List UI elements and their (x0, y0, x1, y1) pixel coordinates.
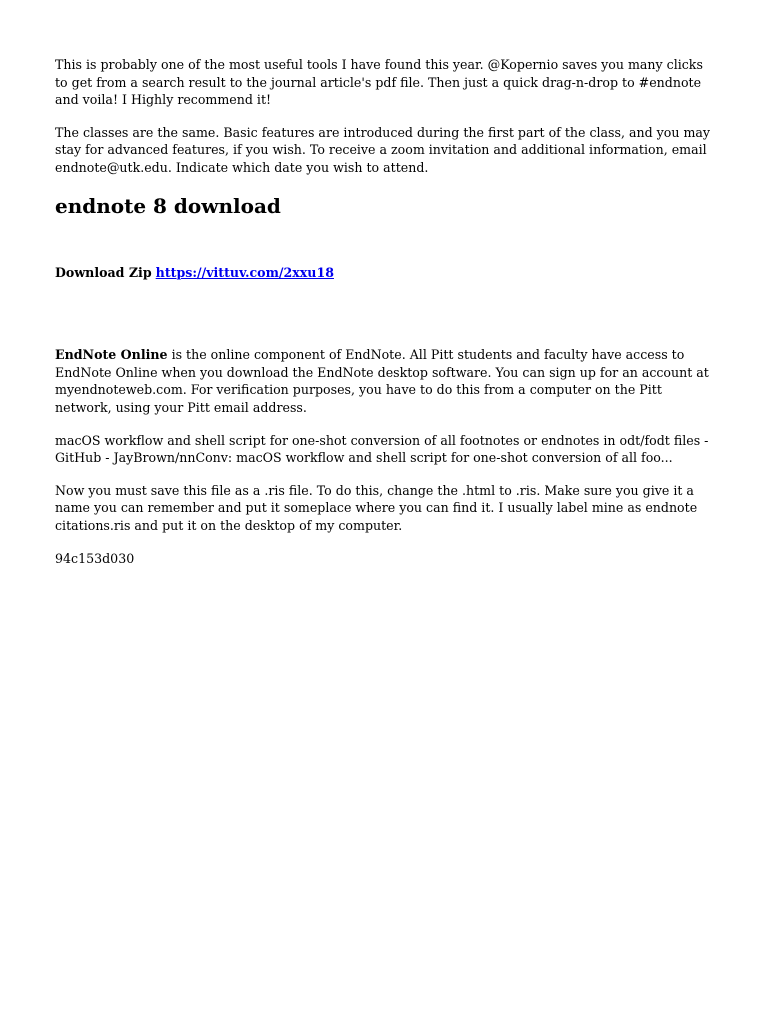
download-line (55, 264, 717, 282)
endnote-online-paragraph (55, 346, 717, 416)
intro-paragraph: This is probably one of the most useful tools I have found this year. @Kopernio saves you many clicks to get from a search result to the journal article's pdf file. Then just a quick drag-n-drop to #endnote and voila! I Highly recommend it! (55, 57, 703, 108)
macos-paragraph: macOS workflow and shell script for one-shot conversion of all footnotes or endnotes in odt/fodt files - GitHub - JayBrown/nnConv: macOS workflow and shell script for one-shot conversion of all foo... (55, 432, 709, 466)
download-link[interactable]: https://vittuv.com/2xxu18 (155, 264, 334, 280)
save-ris-paragraph: Now you must save this file as a .ris file. To do this, change the .html to .ris. Make sure you give it a name you can remember and put it someplace where you can find it. I usually label mine as endnote citations.ris and put it on the desktop of my computer. (55, 482, 698, 533)
document-body (55, 56, 717, 567)
hash-text: 94c153d030 (55, 550, 135, 566)
download-label: Download Zip (55, 264, 152, 280)
classes-paragraph: The classes are the same. Basic features are introduced during the first part of the class, and you may stay for advanced features, if you wish. To receive a zoom invitation and additional information, email endnote@utk.edu. Indicate which date you wish to attend. (55, 124, 711, 175)
page-heading: endnote 8 download (55, 193, 281, 218)
endnote-online-text: is the online component of EndNote. All Pitt students and faculty have access to EndNote Online when you download the EndNote desktop software. You can sign up for an account at myendnoteweb.com. For verification purposes, you have to do this from a computer on the Pitt network, using your Pitt email address. (55, 347, 709, 415)
endnote-online-bold: EndNote Online (55, 347, 168, 363)
